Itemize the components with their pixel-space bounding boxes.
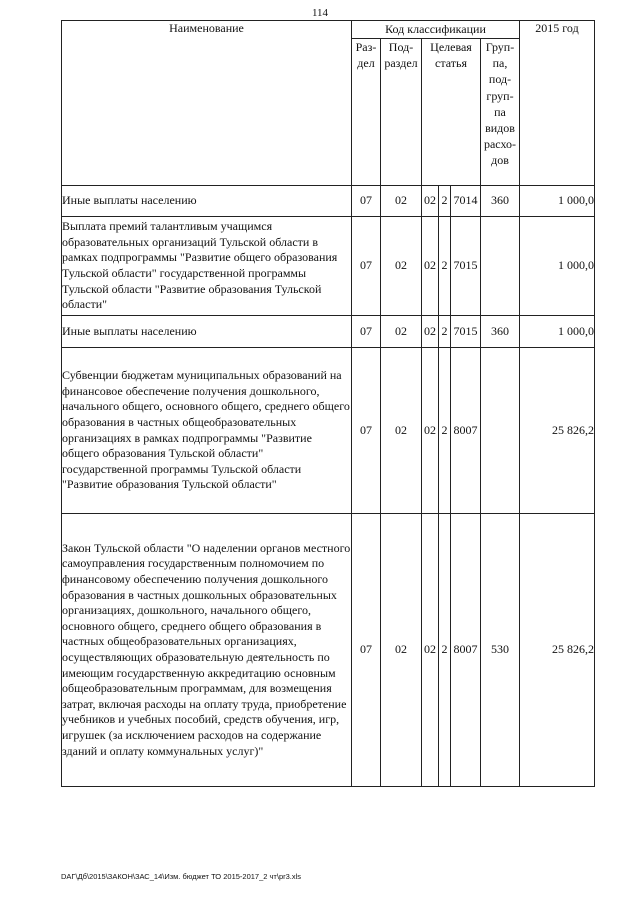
file-path-footer: DAГ\Дб\2015\ЗАКОН\ЗАС_14\Изм. бюджет ТО 2015-2017_2 чт\pr3.xls (61, 872, 302, 881)
page-number: 114 (311, 7, 329, 19)
row-ts-direction: 8007 (451, 514, 481, 787)
table-row (62, 514, 595, 787)
row-ts-program: 02 (422, 348, 439, 514)
row-ts-direction: 7014 (451, 186, 481, 217)
row-subsection: 02 (381, 186, 422, 217)
table-row (62, 186, 595, 217)
header-expense-group: Груп-па, под-груп-па видов расхо-дов (481, 39, 520, 186)
table-row (62, 316, 595, 348)
row-ts-subprogram: 2 (439, 348, 451, 514)
row-expense-group (481, 348, 520, 514)
budget-table (61, 20, 595, 787)
row-section: 07 (352, 348, 381, 514)
row-ts-subprogram: 2 (439, 217, 451, 316)
row-expense-group: 360 (481, 186, 520, 217)
row-ts-program: 02 (422, 217, 439, 316)
row-name: Иные выплаты населению (62, 186, 352, 217)
row-ts-subprogram: 2 (439, 514, 451, 787)
row-name: Иные выплаты населению (62, 316, 352, 348)
header-code-group: Код классификации (352, 21, 520, 39)
row-ts-direction: 7015 (451, 316, 481, 348)
row-name: Субвенции бюджетам муниципальных образований на финансовое обеспечение получения дошкольного, начального общего, основного общего, среднего общего образования в частных общеобразовательных организациях в рамках подпрограммы "Развитие общего образования Тульской области" государственной программы Тульской области "Развитие образования Тульской области" (62, 348, 352, 514)
row-ts-direction: 8007 (451, 348, 481, 514)
header-target-article: Целевая статья (422, 39, 481, 186)
row-section: 07 (352, 217, 381, 316)
row-subsection: 02 (381, 348, 422, 514)
row-ts-subprogram: 2 (439, 316, 451, 348)
row-expense-group: 530 (481, 514, 520, 787)
row-ts-program: 02 (422, 514, 439, 787)
row-expense-group (481, 217, 520, 316)
row-name: Выплата премий талантливым учащимся образовательных организаций Тульской области в рамках подпрограммы "Развитие общего образования Тульской области" государственной программы Тульской области "Развитие образования Тульской области" (62, 217, 352, 316)
table-row (62, 348, 595, 514)
row-subsection: 02 (381, 217, 422, 316)
header-name: Наименование (62, 21, 352, 186)
row-amount: 1 000,0 (520, 186, 595, 217)
row-name: Закон Тульской области "О наделении органов местного самоуправления государственным полномочием по финансовому обеспечению получения дошкольного образования в частных дошкольных образовательных организациях, дошкольного, начального общего, основного общего, среднего общего образования в частных общеобразовательных организациях, осуществляющих образовательную деятельность по имеющим государственную аккредитацию основным общеобразовательным программам, для возмещения затрат, включая расходы на оплату труда, приобретение учебников и учебных пособий, средств обучения, игр, игрушек (за исключением расходов на содержание зданий и оплату коммунальных услуг)" (62, 514, 352, 787)
row-ts-subprogram: 2 (439, 186, 451, 217)
header-year: 2015 год (520, 21, 595, 186)
row-amount: 1 000,0 (520, 316, 595, 348)
row-amount: 25 826,2 (520, 514, 595, 787)
header-subsection: Под-раздел (381, 39, 422, 186)
header-section: Раз-дел (352, 39, 381, 186)
table-row (62, 217, 595, 316)
row-amount: 25 826,2 (520, 348, 595, 514)
row-subsection: 02 (381, 316, 422, 348)
row-expense-group: 360 (481, 316, 520, 348)
row-section: 07 (352, 316, 381, 348)
row-ts-direction: 7015 (451, 217, 481, 316)
row-subsection: 02 (381, 514, 422, 787)
row-ts-program: 02 (422, 316, 439, 348)
row-amount: 1 000,0 (520, 217, 595, 316)
row-ts-program: 02 (422, 186, 439, 217)
row-section: 07 (352, 186, 381, 217)
row-section: 07 (352, 514, 381, 787)
